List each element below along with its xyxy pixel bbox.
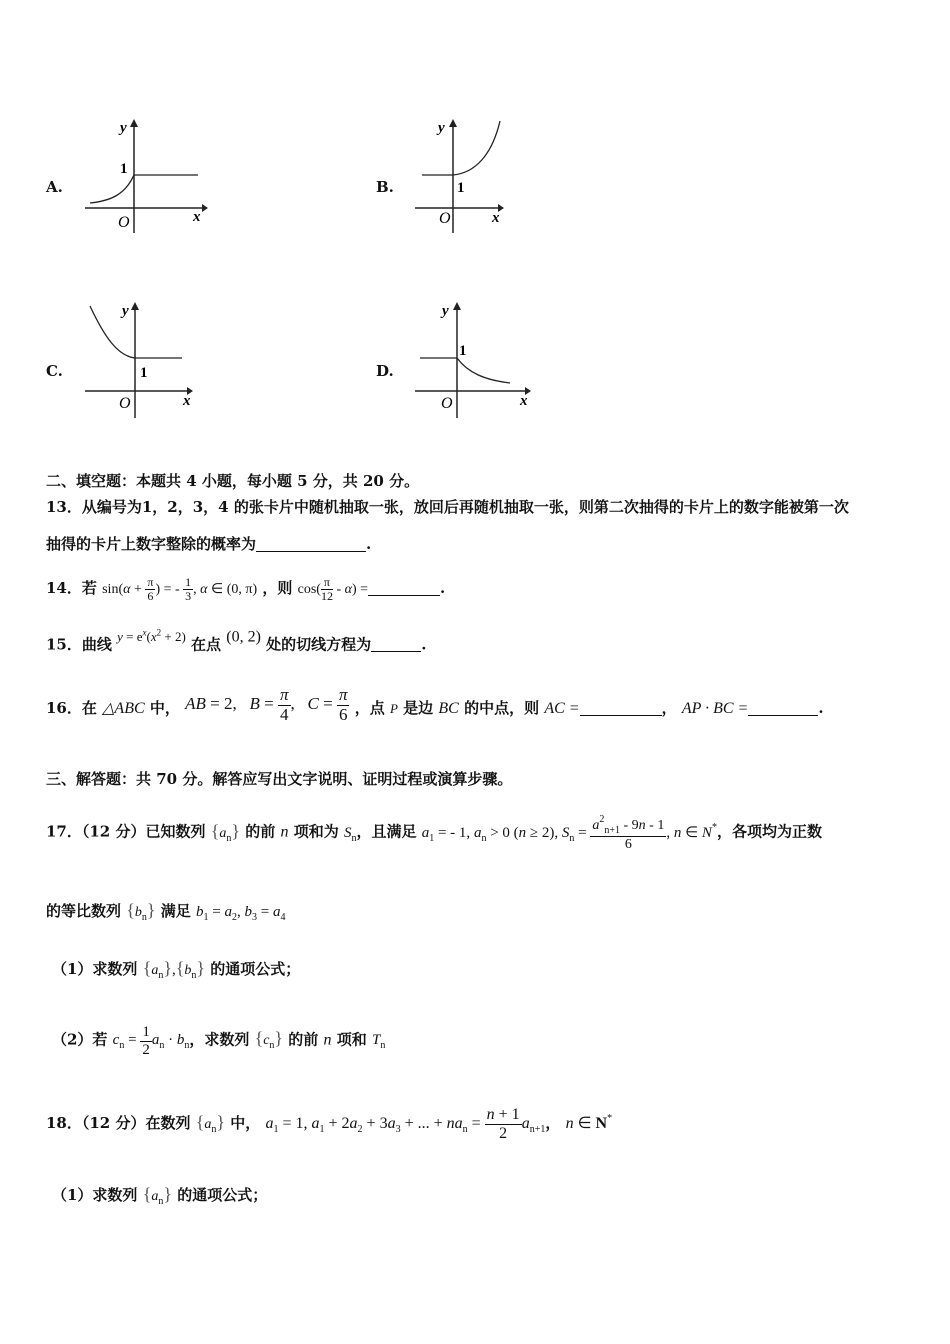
q15-mid: 在点 — [191, 635, 222, 654]
one-label: 1 — [140, 365, 148, 381]
q16-ac: AC = — [544, 700, 580, 718]
q18-part1 — [52, 1184, 267, 1207]
one-label: 1 — [457, 180, 465, 196]
q15-suffix: 处的切线方程为 — [266, 635, 372, 654]
q17-line2-mid: 满足 — [160, 902, 191, 920]
q15-point: (0, 2) — [226, 628, 261, 646]
q17-p1-suffix: 的通项公式； — [210, 960, 301, 978]
q16-mid1: 中， — [149, 699, 180, 718]
q18-nset: n ∈ N* — [565, 1112, 613, 1132]
q17-mid1: 的前 — [245, 822, 276, 841]
q13-end: . — [366, 535, 372, 553]
q18-cond: $a_1 = 1$, $a_1 + 2a_2 + 3a_3$ + ... + $na_n$ = $\frac{n + 1}{2}$ $a_{n+1}$ — [265, 1106, 546, 1142]
one-label: 1 — [459, 343, 467, 359]
q17-n: n — [280, 823, 289, 841]
q17-prefix: 17．（12 分）已知数列 — [46, 822, 206, 841]
q17-line1 — [46, 814, 822, 852]
q17-mid3: ，且满足 — [356, 822, 417, 841]
graph-d — [410, 298, 540, 423]
q17-sn: $S_n$ — [343, 824, 357, 844]
q17-seq-a: $\{a_n\}$ — [210, 820, 240, 844]
q17-line2-prefix: 的等比数列 — [46, 902, 122, 920]
q14-mid: ，则 — [262, 578, 293, 597]
option-d-label: D. — [376, 362, 394, 380]
q14-expr: sin(α + $\frac{\pi}{6}$ ) = - $\frac{1}{3}$ , α ∈ (0, π) — [102, 575, 258, 604]
x-label: x — [193, 209, 201, 225]
q16-prefix: 16．在 — [46, 699, 97, 718]
q17-p1-prefix: （1）求数列 — [52, 960, 138, 978]
graph-c — [80, 298, 210, 423]
q14-target: cos( $\frac{\pi}{12}$ - α) = — [297, 575, 369, 604]
q16-triangle: △ABC — [102, 700, 145, 718]
q17-p1-seq-a: $\{a_n\}$ — [142, 958, 172, 981]
q17-line2-cond: $b_1 = a_2$, $b_3 = a_4$ — [196, 904, 286, 923]
x-label: x — [520, 393, 528, 409]
curve — [457, 358, 510, 383]
q17-cond: $a_1$ = - 1, $a_n > 0$ (n ≥ 2), $S_n$ = $\frac{a^2_{n+1} - 9n - 1}{6}$ , n ∈ N* — [421, 814, 717, 852]
q18-prefix: 18．（12 分）在数列 — [46, 1113, 191, 1132]
q17-p2-def: $c_n$ = $\frac{1}{2}$ $a_n \cdot b_n$ — [112, 1024, 190, 1058]
option-c-label: C. — [46, 362, 63, 380]
q17-p1-seq-b: $\{b_n\}$ — [175, 958, 205, 981]
q17-seq-b: $\{b_n\}$ — [126, 900, 156, 923]
q17-p2-prefix: （2）若 — [52, 1030, 108, 1049]
q18-p1-suffix: 的通项公式； — [177, 1186, 268, 1204]
q18-sep: ， — [545, 1113, 561, 1132]
x-axis-arrow — [202, 204, 208, 212]
q18-p1-prefix: （1）求数列 — [52, 1186, 138, 1204]
y-label: y — [438, 120, 445, 136]
option-a-label: A. — [46, 178, 63, 196]
q18-seq: $\{a_n\}$ — [195, 1111, 225, 1135]
q17-p2-n: n — [323, 1031, 332, 1049]
q16-mid2: ，点 — [354, 699, 385, 718]
y-axis-arrow — [131, 302, 139, 310]
q17-p1-sep: , — [171, 962, 176, 978]
q16-sep: ， — [661, 699, 677, 718]
x-label: x — [492, 210, 500, 226]
q17-p2-mid2: 的前 — [288, 1030, 319, 1049]
q14-prefix: 14．若 — [46, 578, 97, 597]
y-axis-arrow — [453, 302, 461, 310]
q14-answer-blank[interactable] — [368, 581, 440, 596]
q17-p2-mid: ，求数列 — [189, 1030, 250, 1049]
q16-p: P — [389, 701, 398, 717]
q16 — [46, 686, 824, 724]
q18-mid: 中， — [230, 1113, 261, 1132]
q16-mid3: 是边 — [403, 699, 434, 718]
q15-answer-blank[interactable] — [371, 637, 421, 652]
q18-line1 — [46, 1106, 612, 1142]
q15-end: . — [421, 635, 427, 654]
graph-b — [410, 115, 540, 240]
q18-p1-seq: $\{a_n\}$ — [142, 1184, 172, 1207]
q14 — [46, 576, 445, 603]
q15-curve: $y = e^x(x^2 + 2)$ — [117, 628, 186, 645]
q17-part2 — [52, 1024, 385, 1058]
q16-bc: BC — [438, 700, 459, 718]
y-axis-arrow — [449, 119, 457, 127]
q16-answer2-blank[interactable] — [748, 701, 818, 716]
curve — [453, 121, 500, 175]
q17-mid2: 项和为 — [293, 822, 339, 841]
section2-heading: 二、填空题：本题共 4 小题，每小题 5 分，共 20 分。 — [46, 472, 420, 490]
q13-line2 — [46, 533, 371, 554]
q17-seq-c: $\{c_n\}$ — [254, 1028, 284, 1052]
origin-label: O — [441, 395, 453, 412]
q17-line2 — [46, 900, 285, 923]
q13-line1: 13．从编号为1，2，3，4 的张卡片中随机抽取一张，放回后再随机抽取一张，则第二次抽得的卡片上的数字能被第一次 — [46, 498, 849, 516]
y-label: y — [120, 120, 127, 136]
q16-answer1-blank[interactable] — [580, 701, 662, 716]
q16-given: AB = 2, B = $\frac{\pi}{4}$ , C = $\frac{\pi}{6}$ — [185, 685, 348, 724]
y-label: y — [442, 303, 449, 319]
q16-dot: AP · BC = — [681, 700, 749, 718]
origin-label: O — [118, 214, 130, 231]
curve — [90, 175, 134, 203]
q13-answer-blank[interactable] — [256, 537, 366, 552]
origin-label: O — [119, 395, 131, 412]
q17-part1 — [52, 958, 300, 981]
q15-prefix: 15．曲线 — [46, 635, 112, 654]
q13-line2-text: 抽得的卡片上数字整除的概率为 — [46, 535, 257, 553]
q15 — [46, 628, 426, 654]
y-axis-arrow — [130, 119, 138, 127]
one-label: 1 — [120, 161, 128, 177]
q17-p2-mid3: 项和 — [336, 1030, 367, 1049]
option-b-label: B. — [376, 178, 394, 196]
section3-heading: 三、解答题：共 70 分。解答应写出文字说明、证明过程或演算步骤。 — [46, 770, 513, 788]
q14-end: . — [440, 578, 446, 597]
origin-label: O — [439, 210, 451, 227]
y-label: y — [122, 303, 129, 319]
q17-tn: $T_n$ — [372, 1032, 386, 1052]
q16-mid4: 的中点，则 — [464, 699, 540, 718]
x-label: x — [183, 393, 191, 409]
q16-end: . — [818, 699, 824, 718]
q17-suffix: ，各项均为正数 — [716, 822, 822, 841]
graph-a — [80, 115, 210, 240]
